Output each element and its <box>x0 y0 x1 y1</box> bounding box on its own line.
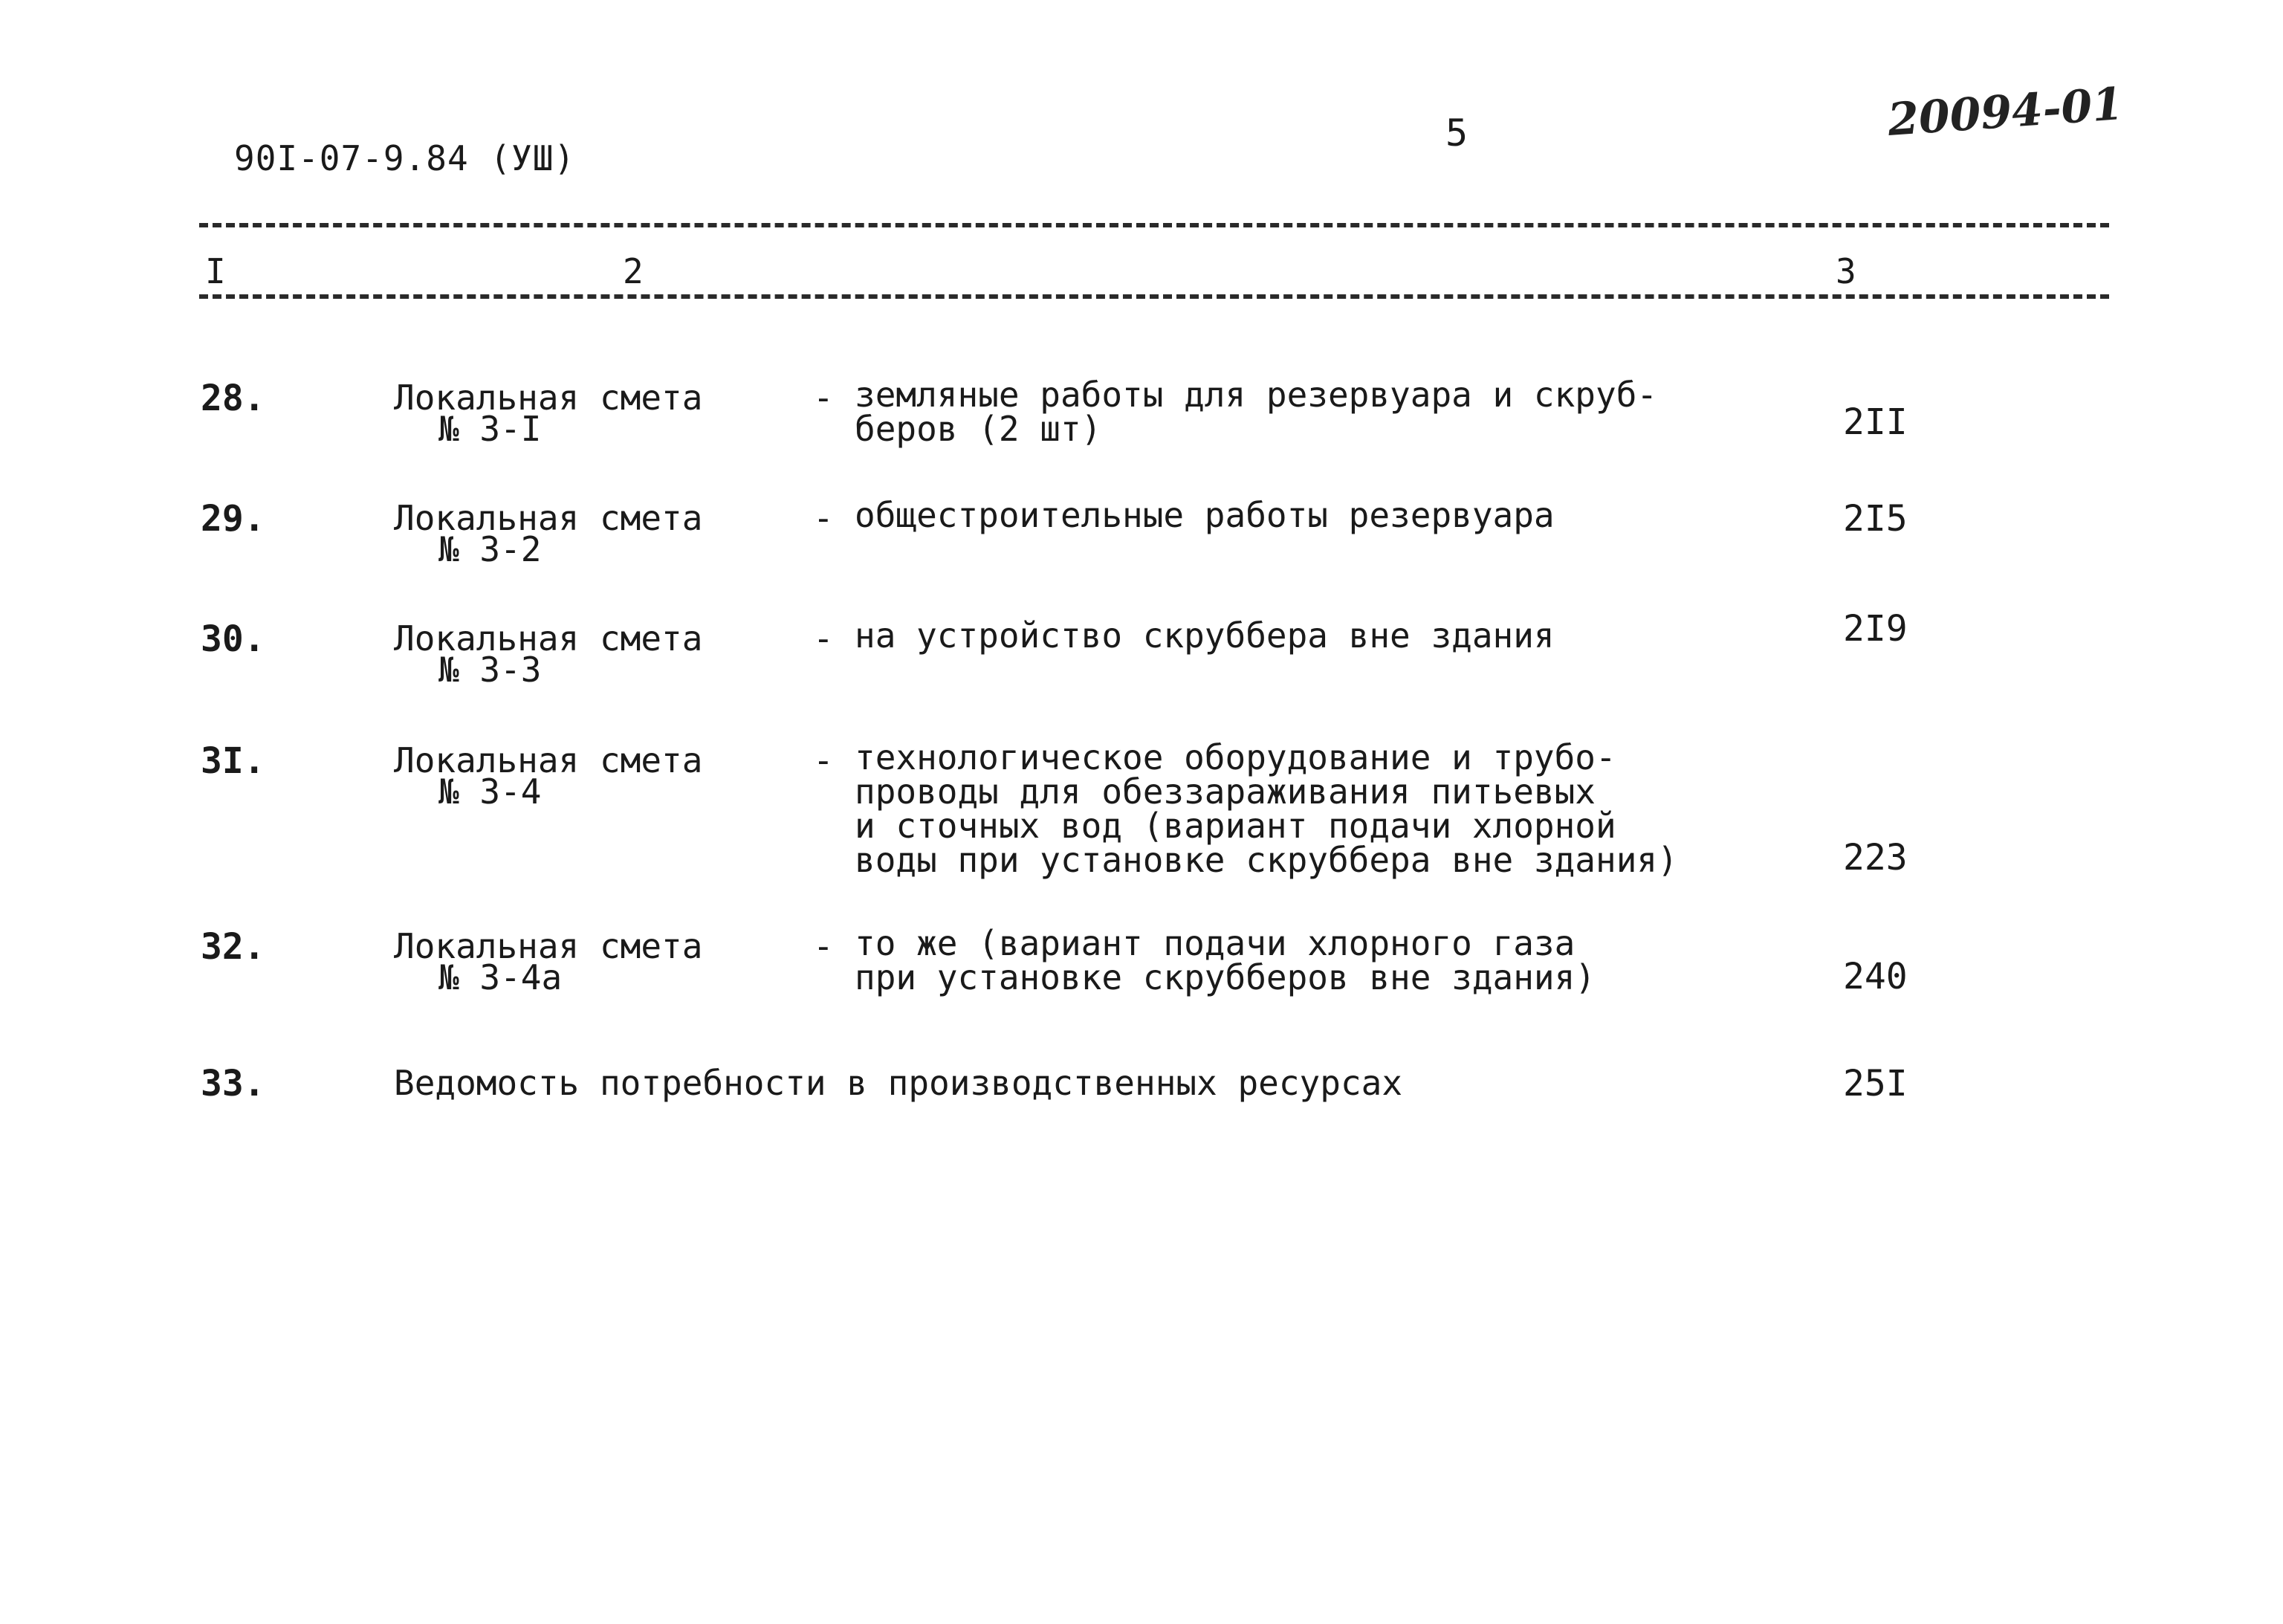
entry-number: 32. <box>201 926 265 968</box>
entry-page: 25I <box>1843 1063 1908 1104</box>
column-header-3: 3 <box>1836 251 1856 291</box>
entry-description: общестроительные работы резервуара <box>855 495 1555 535</box>
entry-title: Локальная смета <box>394 498 703 538</box>
entry-dash: - <box>813 618 834 659</box>
table-row <box>0 495 2283 609</box>
entry-description: технологическое оборудование и трубо- проводы для обеззараживания питьевых и сточных вод (вариант подачи хлорной воды при установке скруббера вне здания) <box>855 737 1678 880</box>
entry-page: 2I5 <box>1843 498 1908 540</box>
entry-subtitle: № 3-4а <box>438 957 563 997</box>
entry-subtitle: № 3-4 <box>438 771 542 812</box>
entry-page: 2I9 <box>1843 608 1908 650</box>
entry-page: 223 <box>1843 837 1908 879</box>
column-header-1: I <box>205 251 226 291</box>
entry-title: Локальная смета <box>394 740 703 780</box>
table-row <box>0 737 2283 880</box>
entry-number: 30. <box>201 618 265 660</box>
entry-title: Локальная смета <box>394 618 703 659</box>
entry-number: 3I. <box>201 740 265 782</box>
entry-title: Ведомость потребности в производственных ресурсах <box>394 1063 1403 1103</box>
entry-title: Локальная смета <box>394 926 703 966</box>
entry-dash: - <box>813 378 834 418</box>
entry-dash: - <box>813 926 834 966</box>
column-header-2: 2 <box>623 251 644 291</box>
entry-subtitle: № 3-I <box>438 409 542 449</box>
entry-number: 29. <box>201 498 265 540</box>
table-row <box>0 923 2283 1038</box>
entry-dash: - <box>813 740 834 780</box>
table-row <box>0 608 2283 730</box>
entry-subtitle: № 3-2 <box>438 529 542 569</box>
entry-number: 28. <box>201 378 265 419</box>
entry-title: Локальная смета <box>394 378 703 418</box>
entry-page: 240 <box>1843 956 1908 997</box>
entry-description: то же (вариант подачи хлорного газа при установке скрубберов вне здания) <box>855 923 1596 997</box>
table-top-rule <box>199 223 2109 227</box>
table-row <box>0 375 2283 489</box>
entry-number: 33. <box>201 1063 265 1104</box>
entry-description: земляные работы для резервуара и скруб- беров (2 шт) <box>855 375 1658 449</box>
document-code: 90I-07-9.84 (УШ) <box>234 138 576 178</box>
entry-dash: - <box>813 498 834 538</box>
entry-subtitle: № 3-3 <box>438 650 542 690</box>
handwritten-note: 20094-01 <box>1885 78 2125 146</box>
entry-page: 2II <box>1843 401 1908 443</box>
table-header-rule <box>199 294 2109 299</box>
entry-description: на устройство скруббера вне здания <box>855 615 1555 656</box>
table-row <box>0 1063 2283 1174</box>
page-number: 5 <box>1445 111 1468 155</box>
